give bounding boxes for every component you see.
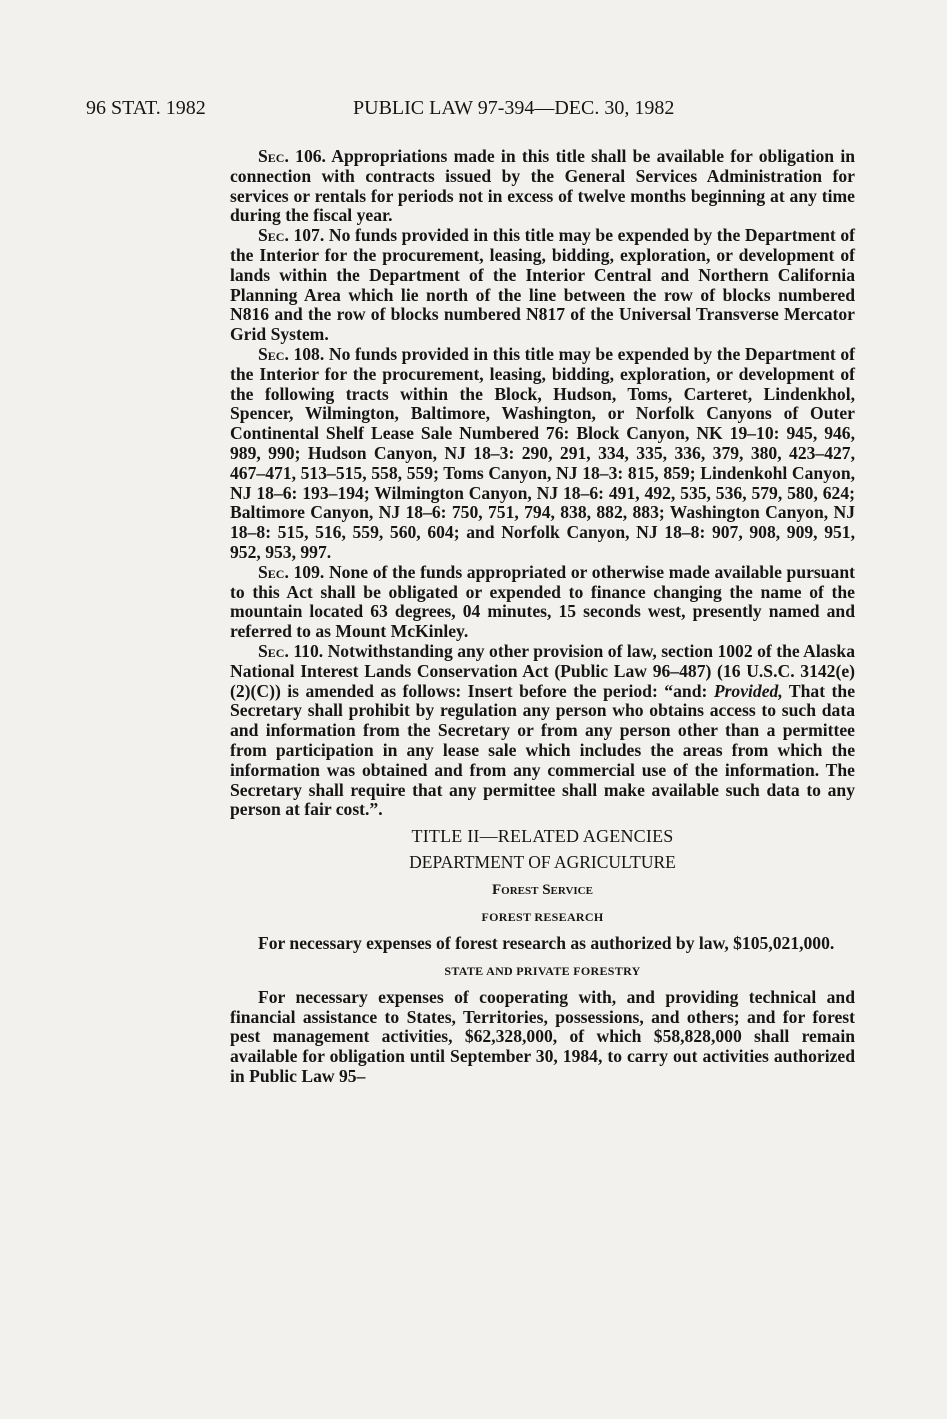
section-label: Sec. 108.: [258, 343, 325, 364]
agency-heading: Forest Service: [492, 881, 593, 898]
body-text: [230, 147, 855, 1087]
department-heading: DEPARTMENT OF AGRICULTURE: [409, 851, 676, 872]
provided-italic: Provided,: [713, 680, 783, 701]
section-text-after: That the Secretary shall prohibit by regulation any person who obtains access to such data and information from the Secretary or from any person other than a permittee from participation in any lease sale which includes the areas from which the information was obtained and from any commercial use of the information. The Secretary shall require that any permittee shall make available such data to any person at fair cost.”.: [230, 680, 856, 820]
section-text: None of the funds appropriated or otherwise made available pursuant to this Act shall be obligated or expended to finance changing the name of the mountain located 63 degrees, 04 minutes, 15 seconds west, presently named and referred to as Mount McKinley.: [230, 561, 855, 642]
stat-reference: 96 STAT. 1982: [86, 97, 206, 119]
public-law-reference: PUBLIC LAW 97-394—DEC. 30, 1982: [353, 97, 675, 119]
section-109: [230, 563, 855, 642]
section-108: [230, 345, 855, 563]
forest-research-text: For necessary expenses of forest research as authorized by law, $105,021,000.: [258, 933, 835, 954]
section-label: Sec. 109.: [258, 561, 325, 582]
state-private-forestry-text: For necessary expenses of cooperating with, and providing technical and financial assistance to States, Territories, possessions, and others; and for forest pest management activities, $62,328,000, of which $58,828,000 shall remain available for obligation until September 30, 1984, to carry out activities authorized in Public Law 95–: [230, 986, 855, 1087]
section-text: No funds provided in this title may be expended by the Department of the Interior for the procurement, leasing, bidding, exploration, or development of the following tracts within the Block, Hudson, Toms, Carteret, Lindenkhol, Spencer, Wilmington, Baltimore, Washington, or Norfolk Canyons of Outer Continental Shelf Lease Sale Numbered 76: Block Canyon, NK 19–10: 945, 946, 989, 990; Hudson Canyon, NJ 18–3: 290, 291, 334, 335, 336, 379, 380, 423–427, 467–471, 513–515, 558, 559; Toms Canyon, NJ 18–3: 815, 859; Lindenkohl Canyon, NJ 18–6: 193–194; Wilmington Canyon, NJ 18–6: 491, 492, 535, 536, 579, 580, 624; Baltimore Canyon, NJ 18–6: 750, 751, 794, 838, 882, 883; Washington Canyon, NJ 18–8: 515, 516, 559, 560, 604; and Norfolk Canyon, NJ 18–8: 907, 908, 909, 951, 952, 953, 997.: [230, 343, 855, 562]
section-text: No funds provided in this title may be expended by the Department of the Interior for the procurement, leasing, bidding, exploration, or development of lands within the Department of the Interior Central and Northern California Planning Area which lie north of the line between the row of blocks numbered N816 and the row of blocks numbered N817 of the Universal Transverse Mercator Grid System.: [230, 225, 855, 345]
section-110: [230, 642, 855, 820]
section-label: Sec. 106.: [258, 146, 326, 166]
forest-research-heading: FOREST RESEARCH: [481, 910, 604, 925]
state-private-forestry-heading: STATE AND PRIVATE FORESTRY: [444, 964, 641, 979]
title-heading: TITLE II—RELATED AGENCIES: [411, 826, 674, 847]
section-label: Sec. 110.: [258, 640, 324, 661]
section-text-before: Notwithstanding any other provision of law, section 1002 of the Alaska National Interest Lands Conservation Act (Public Law 96–487) (16 U.S.C. 3142(e)(2)(C)) is amended as follows: Insert before the period: “and:: [230, 640, 855, 701]
section-text: Appropriations made in this title shall be available for obligation in connection with contracts issued by the General Services Administration for services or rentals for periods not in excess of twelve months beginning at any time during the fiscal year.: [230, 146, 855, 226]
section-label: Sec. 107.: [258, 225, 325, 246]
section-107: [230, 226, 855, 345]
section-106: [230, 147, 855, 226]
